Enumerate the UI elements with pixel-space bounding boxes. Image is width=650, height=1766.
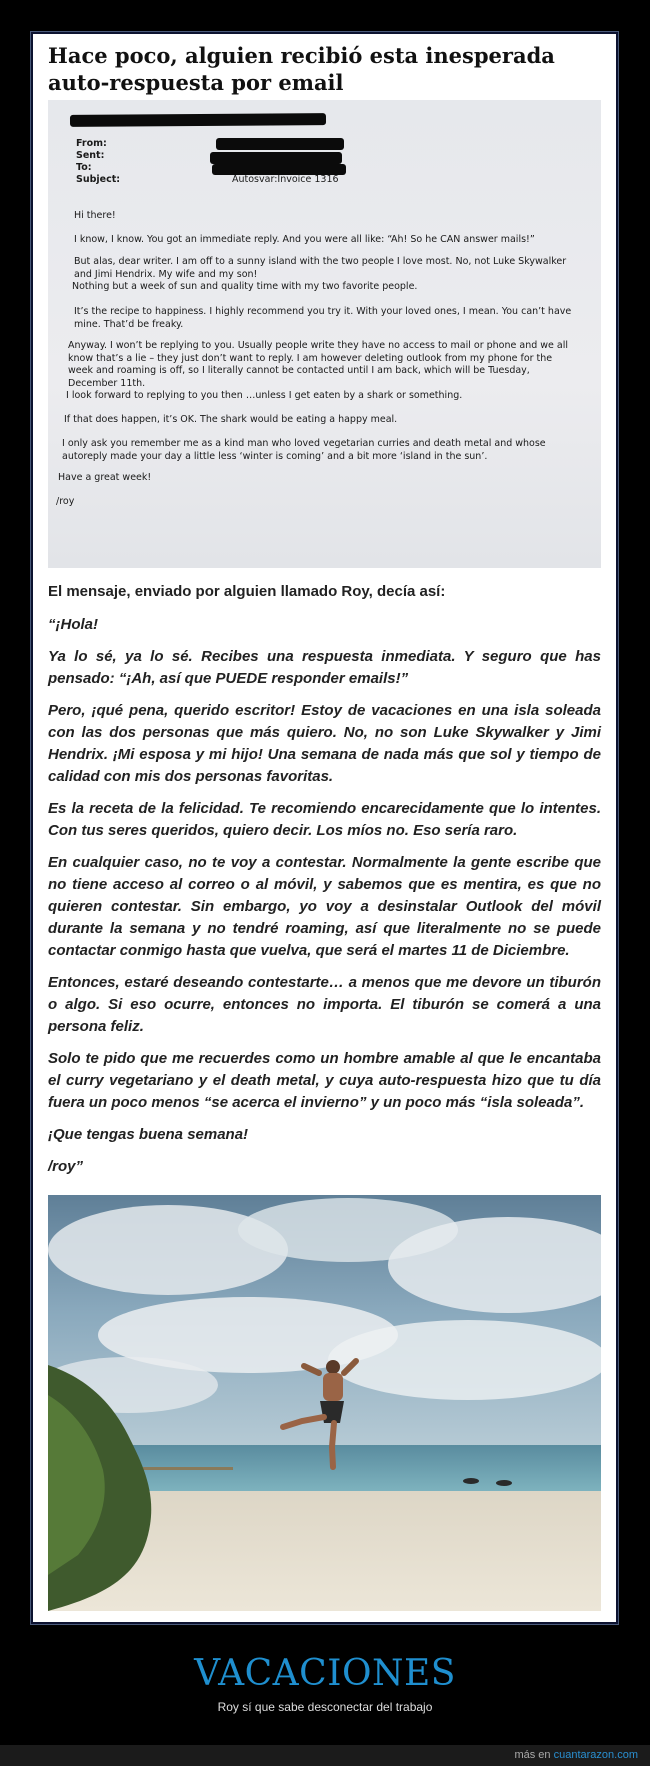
footer-title[interactable]: VACACIONES xyxy=(194,1653,456,1694)
email-paragraph: I only ask you remember me as a kind man who loved vegetarian curries and death metal and whose autoreply made your day a little less ‘winter is coming’ and a bit more ‘island in the sun’. xyxy=(62,438,546,462)
email-paragraph: /roy xyxy=(56,496,75,507)
quote-paragraph: Ya lo sé, ya lo sé. Recibes una respuesta inmediata. Y seguro que has pensado: “¡Ah, así que PUEDE responder emails!” xyxy=(48,648,601,687)
site-credit xyxy=(514,1749,638,1761)
redacted-header-block xyxy=(216,138,344,150)
quote-paragraph: Solo te pido que me recuerdes como un hombre amable al que le encantaba el curry vegetariano y el death metal, y cuya auto-respuesta hizo que tu día fuera un poco menos “se acerca el invierno” y un poco más “isla soleada”. xyxy=(48,1050,601,1111)
email-screenshot xyxy=(48,100,601,568)
redacted-from-bar xyxy=(70,113,326,127)
footer-subtitle: Roy sí que sabe desconectar del trabajo xyxy=(217,1700,433,1714)
email-subject-value: Autosvar:Invoice 1316 xyxy=(232,174,339,185)
beach-photo xyxy=(48,1195,601,1611)
quote-paragraph: Pero, ¡qué pena, querido escritor! Estoy de vacaciones en una isla soleada con las dos personas que más quiero. No, no son Luke Skywalker y Jimi Hendrix. ¡Mi esposa y mi hijo! Una semana de nada más que sol y tiempo de calidad con mis dos personas favoritas. xyxy=(48,702,601,785)
email-paragraph: Anyway. I won’t be replying to you. Usually people write they have no access to mail or phone and we all know that’s a lie – they just don’t want to reply. I am however deleting outlook from my phone for the week and roaming is off, so I literally cannot be contacted until I am back, which will be Tuesday, December 11th. xyxy=(68,340,569,389)
email-paragraph: But alas, dear writer. I am off to a sunny island with the two people I love most. No, not Luke Skywalker and Jimi Hendrix. My wife and my son! xyxy=(74,256,567,280)
email-paragraph: Hi there! xyxy=(74,210,116,221)
quote-paragraph: Es la receta de la felicidad. Te recomiendo encarecidamente que lo intentes. Con tus seres queridos, quiero decir. Los míos no. Eso sería raro. xyxy=(48,800,601,839)
site-link[interactable]: cuantarazon.com xyxy=(553,1749,638,1761)
article-quote xyxy=(48,614,601,1188)
email-paragraph: I know, I know. You got an immediate reply. And you were all like: “Ah! So he CAN answer mails!” xyxy=(74,234,535,245)
post-title: Hace poco, alguien recibió esta inesperada auto-respuesta por email xyxy=(48,43,555,95)
email-paragraph: Have a great week! xyxy=(58,472,152,483)
quote-paragraph: Entonces, estaré deseando contestarte… a menos que me devore un tiburón o algo. Si eso ocurre, entonces no importa. El tiburón se comerá a una persona feliz. xyxy=(48,974,601,1035)
email-to-label: To: xyxy=(76,162,92,173)
quote-paragraph: En cualquier caso, no te voy a contestar. Normalmente la gente escribe que no tiene acceso al correo o al móvil, y sabemos que es mentira, es que no quieren contestar. Sin embargo, yo voy a desinstalar Outlook del móvil durante la semana y no tendré roaming, así que literalmente no se puede contactar conmigo hasta que vuelva, que será el martes 11 de Diciembre. xyxy=(48,854,601,959)
email-from-label: From: xyxy=(76,138,107,149)
email-subject-label: Subject: xyxy=(76,174,121,185)
credit-prefix: más en xyxy=(514,1749,551,1761)
bottom-bar xyxy=(0,1745,650,1766)
email-paragraph: If that does happen, it’s OK. The shark would be eating a happy meal. xyxy=(64,414,398,425)
quote-paragraph: “¡Hola! xyxy=(48,616,98,633)
article-intro: El mensaje, enviado por alguien llamado Roy, decía así: xyxy=(48,583,446,600)
post-card xyxy=(33,34,616,1622)
email-paragraph: It’s the recipe to happiness. I highly recommend you try it. With your loved ones, I mean. You can’t have mine. That’d be freaky. xyxy=(74,306,572,330)
redacted-header-block xyxy=(210,152,342,164)
quote-paragraph: ¡Que tengas buena semana! xyxy=(48,1126,249,1143)
email-sent-label: Sent: xyxy=(76,150,105,161)
email-paragraph: I look forward to replying to you then …unless I get eaten by a shark or something. xyxy=(66,390,463,401)
email-paragraph: Nothing but a week of sun and quality time with my two favorite people. xyxy=(72,281,418,292)
quote-paragraph: /roy” xyxy=(48,1158,84,1175)
